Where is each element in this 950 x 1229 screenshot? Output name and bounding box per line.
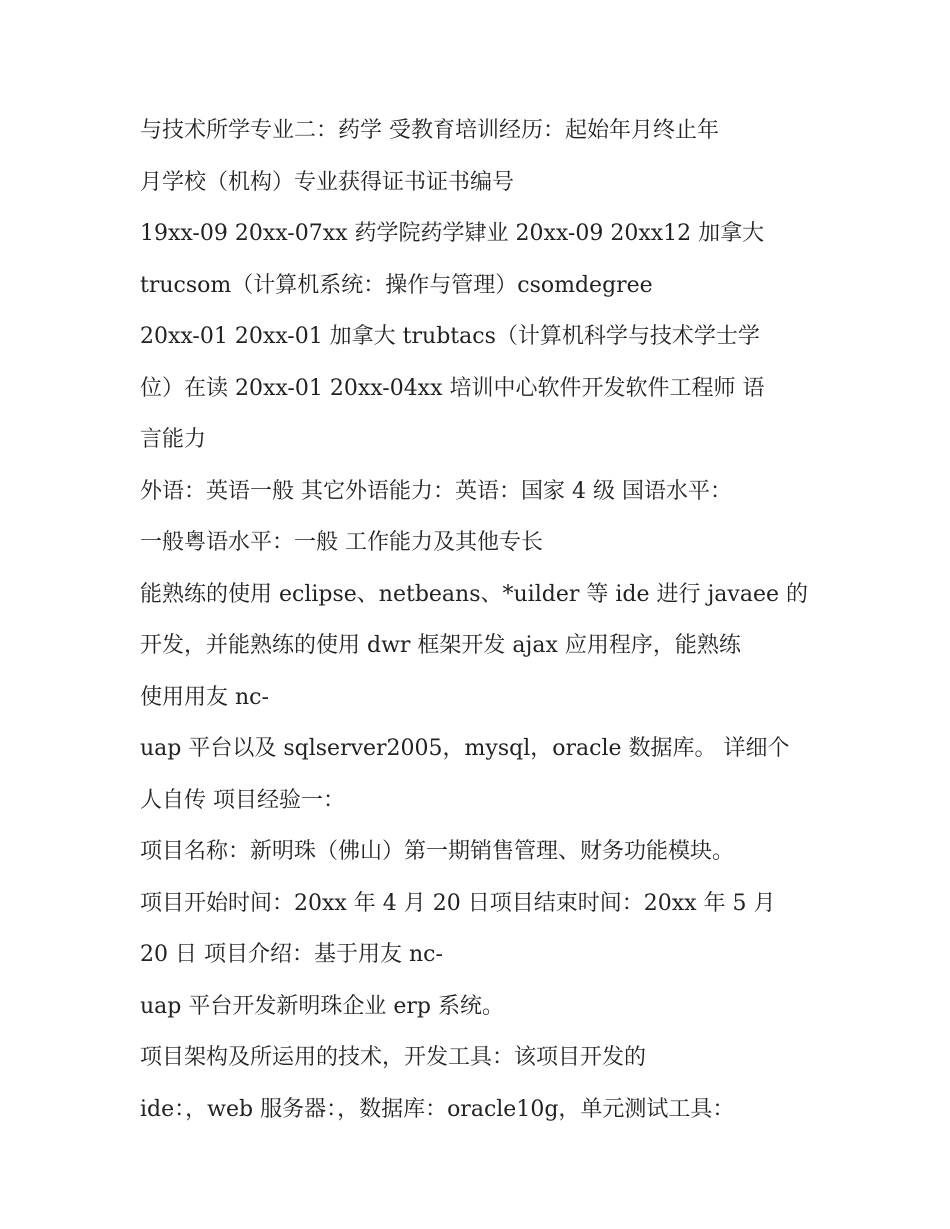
text-line: 外语：英语一般 其它外语能力：英语：国家 4 级 国语水平： [140,478,732,504]
text-line: ide：，web 服务器：，数据库：oracle10g，单元测试工具： [140,1096,735,1122]
text-line: 开发，并能熟练的使用 dwr 框架开发 ajax 应用程序，能熟练 [140,633,741,658]
text-line: 20xx-01 20xx-01 加拿大 trubtacs（计算机科学与技术学士学 [140,324,760,349]
text-line: 项目开始时间：20xx 年 4 月 20 日项目结束时间：20xx 年 5 月 [140,890,776,916]
text-line: 19xx-09 20xx-07xx 药学院药学肄业 20xx-09 20xx12 加拿大 [140,221,765,246]
text-line: 与技术所学专业二：药学 受教育培训经历：起始年月终止年 [140,118,719,143]
text-line: uap 平台开发新明珠企业 erp 系统。 [140,993,504,1019]
resume-text-block [140,105,820,1135]
text-line: 位）在读 20xx-01 20xx-04xx 培训中心软件开发软件工程师 语 [140,375,765,401]
text-line: 使用用友 nc- [140,684,269,710]
text-line: 项目名称：新明珠（佛山）第一期销售管理、财务功能模块。 [140,839,735,864]
text-line: 月学校（机构）专业获得证书证书编号 [140,169,515,195]
text-line: uap 平台以及 sqlserver2005，mysql，oracle 数据库。 详细个 [140,736,790,761]
text-line: 20 日 项目介绍：基于用友 nc- [140,942,443,967]
text-line: 一般粤语水平：一般 工作能力及其他专长 [140,530,543,555]
text-line: trucsom（计算机系统：操作与管理）csomdegree [140,272,653,298]
text-line: 人自传 项目经验一： [140,787,345,813]
text-line: 能熟练的使用 eclipse、netbeans、*uilder 等 ide 进行 javaee 的 [140,581,808,607]
text-line: 言能力 [140,427,207,452]
text-line: 项目架构及所运用的技术，开发工具：该项目开发的 [140,1045,647,1070]
